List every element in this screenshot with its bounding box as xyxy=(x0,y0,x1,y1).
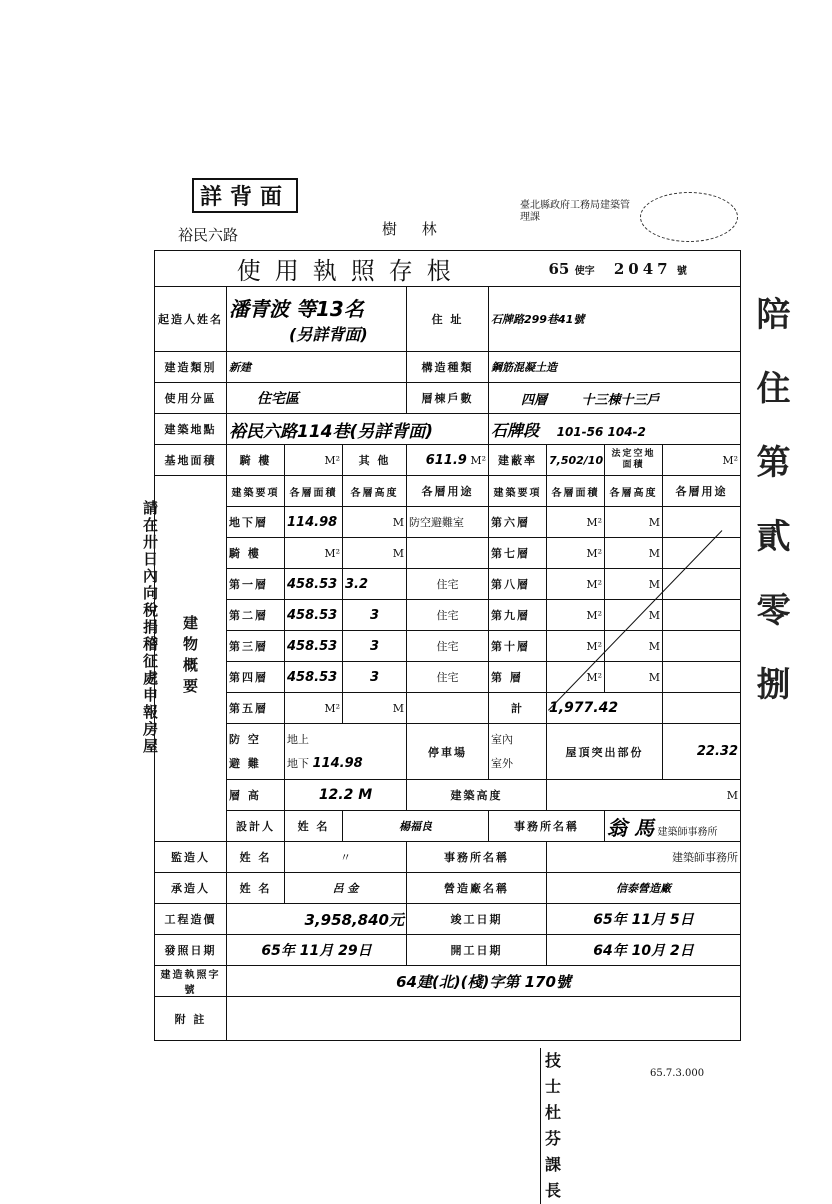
applicant-address: 石牌路299巷41號 xyxy=(489,287,741,352)
total-area: 1,977.42 xyxy=(547,693,663,724)
floors-units-label: 層棟戶數 xyxy=(407,383,489,414)
contractor-firm-value: 信泰營造廠 xyxy=(547,873,741,904)
license-number: 65 使字 2047 號 xyxy=(547,251,741,287)
coverage-label: 建蔽率 xyxy=(489,445,547,476)
address-line: 裕民六路 xyxy=(178,226,239,244)
other-label: 其 他 xyxy=(343,445,407,476)
applicant-note: (另詳背面) xyxy=(289,325,368,344)
round-seal xyxy=(640,192,738,242)
item-header: 建築要項 xyxy=(227,476,285,507)
approval-stamp: 技士 杜芬 課長 xyxy=(540,1048,571,1204)
parking-label: 停車場 xyxy=(407,724,489,780)
building-profile-label: 建物概要 xyxy=(181,615,199,699)
floor-row: 第二層 458.53 3 住宅 第九層 M² M xyxy=(155,600,741,631)
form-title: 使用執照存根 xyxy=(236,257,465,285)
coverage-value: 7,502/10 xyxy=(547,445,605,476)
approval-date: 65.7.3.000 xyxy=(650,1068,705,1079)
floors-units-value: 四層 十三棟十三戶 xyxy=(489,383,741,414)
building-category-value: 新建 xyxy=(227,352,407,383)
other-area-value: 611.9 xyxy=(425,452,467,468)
construction-cost: 3,958,840元 xyxy=(227,904,407,935)
address-tail: 樹 林 xyxy=(382,220,447,238)
roof-projection-label: 屋頂突出部份 xyxy=(547,724,663,780)
detail-back-stamp: 詳背面 xyxy=(192,178,298,213)
floor-row: 第四層 458.53 3 住宅 第 層 M² M xyxy=(155,662,741,693)
tax-notice-margin: 請在卅日內向稅捐稽征處申報房屋 xyxy=(141,500,159,755)
address-label: 住 址 xyxy=(407,287,489,352)
structure-type-label: 構造種類 xyxy=(407,352,489,383)
usage-zone-label: 使用分區 xyxy=(155,383,227,414)
designer-name: 楊福良 xyxy=(343,811,489,842)
start-date: 64年 10月 2日 xyxy=(547,935,741,966)
floor-row: 第三層 458.53 3 住宅 第十層 M² M xyxy=(155,631,741,662)
evacuation-below-value: 114.98 xyxy=(312,755,363,771)
permit-number: 64建(北)(棧)字第 170號 xyxy=(227,966,741,997)
floor-row: 地下層 114.98 M 防空避難室 第六層 M² M xyxy=(155,507,741,538)
unit-m2: M² xyxy=(324,453,340,467)
arcade-label: 騎 樓 xyxy=(227,445,285,476)
issue-date: 65年 11月 29日 xyxy=(227,935,407,966)
floor-row: 第五層 M² M 計 1,977.42 xyxy=(155,693,741,724)
applicant-label: 起造人姓名 xyxy=(155,287,227,352)
floor-row: 騎 樓 M² M 第七層 M² M xyxy=(155,538,741,569)
site-location-value: 裕民六路114巷(另詳背面) xyxy=(227,414,489,445)
contractor-name: 呂 金 xyxy=(285,873,407,904)
area-header: 各層面積 xyxy=(285,476,343,507)
right-margin-text: 陪住第貳零捌 xyxy=(750,296,790,740)
structure-type-value: 鋼筋混凝土造 xyxy=(489,352,741,383)
floor-height-value: 12.2 M xyxy=(285,780,407,811)
usage-zone-value: 住宅區 xyxy=(227,383,407,414)
usage-header: 各層用途 xyxy=(407,476,489,507)
site-area-label: 基地面積 xyxy=(155,445,227,476)
site-lot-value: 石牌段 101-56 104-2 xyxy=(489,414,741,445)
height-header: 各層高度 xyxy=(343,476,407,507)
floor-row: 第一層 458.53 3.2 住宅 第八層 M² M xyxy=(155,569,741,600)
building-category-label: 建造類別 xyxy=(155,352,227,383)
completion-date: 65年 11月 5日 xyxy=(547,904,741,935)
site-location-label: 建築地點 xyxy=(155,414,227,445)
roof-area-value: 22.32 xyxy=(663,724,741,780)
shelter-area-label: 法定空地面積 xyxy=(605,445,663,476)
applicant-name: 潘青波 等13名 xyxy=(229,297,364,321)
license-stub-form: 使用執照存根 65 使字 2047 號 起造人姓名 潘青波 等13名 (另詳背面) 住 址 石牌路299巷41號 建造類別 新建 構造種類 鋼筋混凝土造 使用分區 住宅區 層棟戶數 四層 十三棟十三戶 建築地點 裕民六路114巷(另詳背面) 石牌段 101-56 104-2 基地面積 騎 樓 M² 其 他 611.9 M² 建蔽率 7,502/10 法定空地面積 M² 建物概要 建築要項 各層面積 各層高度 各層用途 建築要項 各層面積 各層高度 各層用途 地下層 114.98 M 防空避難室 第六層 M² M 騎 樓 M² M 第七層 M² M 第一層 458.53 3.2 住宅 第八層 M² M 第二層 458.53 3 住宅 第九層 M² M 第三層 458.53 3 住宅 第十層 M² M 第四層 458.53 3 住宅 第 層 M² M 第五層 M² M 計 1,977.42 防 空 避 難 地上 地下 114.98 停車場 室內 室外 屋頂突出部份 22.32 層 高 12.2 M 建築高度 M 設計人 姓 名 楊福良 事務所名稱 翁 馬 建築師事務所 監造人 姓 名 〃 事務所名稱 建築師事務所 承造人 姓 名 呂 金 營造廠名稱 信泰營造廠 工程造價 3,958,840元 竣工日期 65年 11月 5日 發照日期 65年 11月 29日 開工日期 64年 10月 2日 建造執照字號 64建(北)(棧)字第 170號 附 註 xyxy=(154,250,741,1041)
remarks-value xyxy=(227,997,741,1041)
official-seal-text: 臺北縣政府工務局建築管理課 xyxy=(520,200,630,223)
